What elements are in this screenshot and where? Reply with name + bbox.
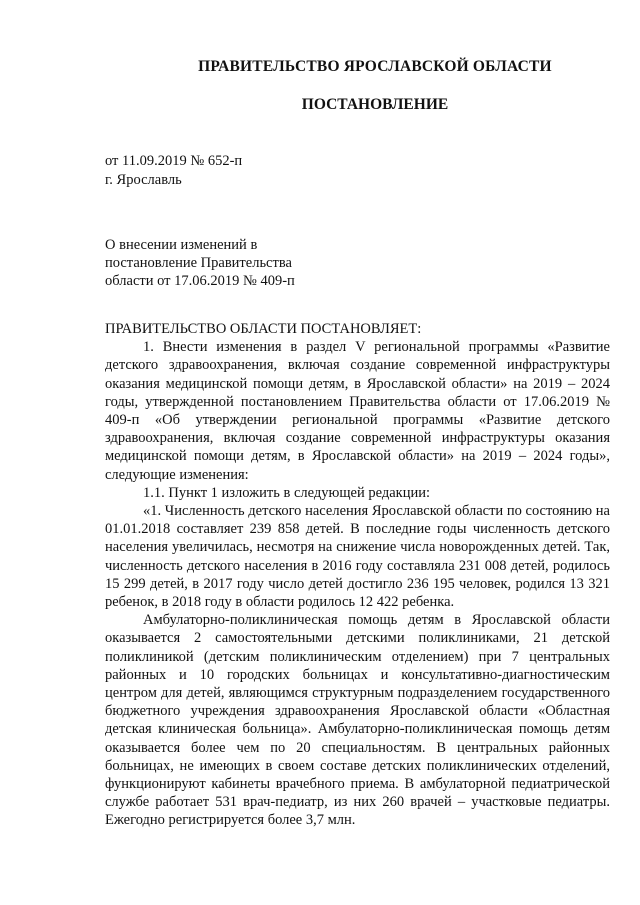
date-number: от 11.09.2019 № 652-п xyxy=(105,153,243,169)
subject-line: постановление Правительства xyxy=(105,255,292,271)
document-subject xyxy=(105,236,295,290)
document-meta xyxy=(105,152,242,190)
paragraph-3: «1. Численность детского населения Ярославской области по состоянию на 01.01.2018 составляет 239 858 детей. В последние годы численность детского населения увеличилась, несмотря на снижение числа новорожденных детей. Так, численность детского населения в 2016 году составляла 231 008 детей, родилось 15 299 детей, в 2017 году число детей достигло 236 195 человек, родился 13 321 ребенок, в 2018 году в области родилось 12 422 ребенка. xyxy=(105,503,610,611)
subject-line: О внесении изменений в xyxy=(105,237,258,253)
preamble: ПРАВИТЕЛЬСТВО ОБЛАСТИ ПОСТАНОВЛЯЕТ: xyxy=(105,321,422,337)
document-type: ПОСТАНОВЛЕНИЕ xyxy=(301,96,449,113)
paragraph-4: Амбулаторно-поликлиническая помощь детям в Ярославской области оказывается 2 самостоятельными детскими поликлиниками, 21 детской поликлиникой (детским поликлиническим отделением) при 7 центральных районных и 10 городских больницах и консультативно-диагностическим центром для детей, являющимся структурным подразделением государственного бюджетного учреждения здравоохранения Ярославской области «Областная детская клиническая больница». Амбулаторно-поликлиническая помощь детям оказывается более чем по 20 специальностям. В центральных районных больницах, не имеющих в своем составе детских поликлинических отделений, функционируют кабинеты врачебного приема. В амбулаторной педиатрической службе работает 531 врач-педиатр, из них 260 врачей – участковые педиатры. Ежегодно регистрируется более 3,7 млн. xyxy=(105,612,610,829)
paragraph-2: 1.1. Пункт 1 изложить в следующей редакции: xyxy=(143,484,431,501)
paragraph-1: 1. Внести изменения в раздел V региональной программы «Развитие детского здравоохранения, включая создание современной инфраструктуры оказания медицинской помощи детям, в Ярославской области» на 2019 – 2024 годы, утвержденной постановлением Правительства области от 17.06.2019 № 409-п «Об утверждении региональной программы «Развитие детского здравоохранения, включая создание современной инфраструктуры оказания медицинской помощи детям, в Ярославской области» на 2019 – 2024 годы», следующие изменения: xyxy=(105,339,610,483)
document-body xyxy=(105,320,610,830)
city: г. Ярославль xyxy=(105,172,182,188)
subject-line: области от 17.06.2019 № 409-п xyxy=(105,273,295,289)
government-title: ПРАВИТЕЛЬСТВО ЯРОСЛАВСКОЙ ОБЛАСТИ xyxy=(198,58,552,75)
